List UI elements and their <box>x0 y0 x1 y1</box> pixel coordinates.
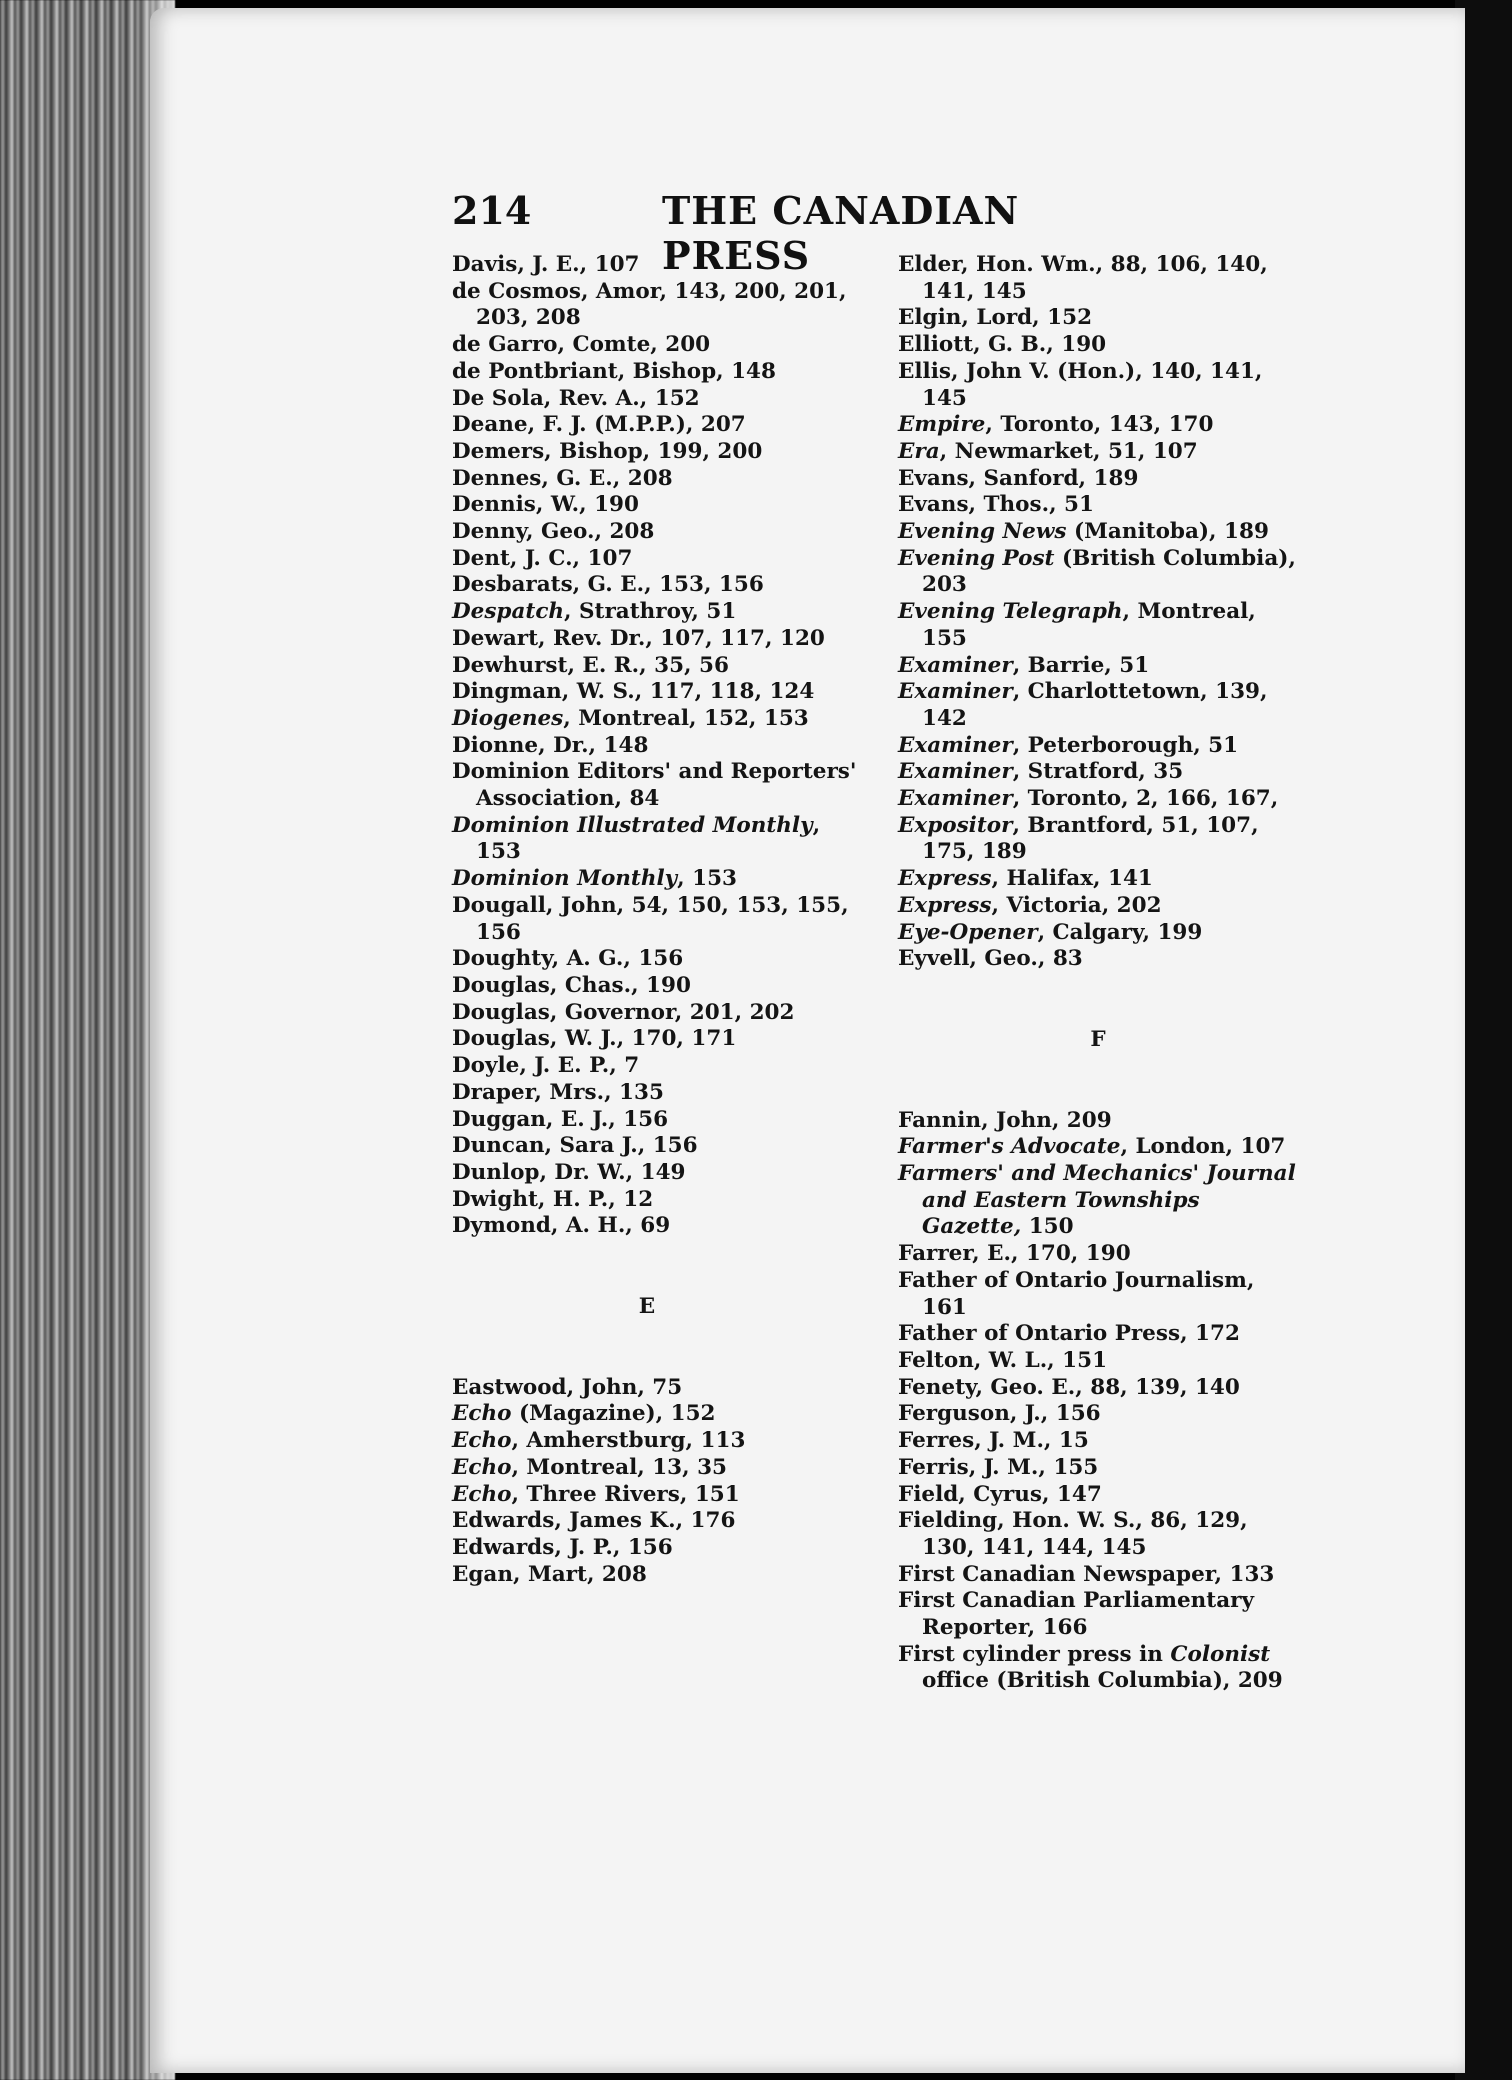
publication-title: Echo <box>452 1454 512 1480</box>
index-entry <box>452 546 872 573</box>
index-entry <box>452 359 872 386</box>
index-entry <box>452 1562 872 1589</box>
entry-text: Draper, Mrs., 135 <box>452 1079 664 1105</box>
index-entry <box>452 653 872 680</box>
publication-title: Evening News <box>898 519 1067 545</box>
index-entry <box>898 813 1298 866</box>
entry-text: de Pontbriant, Bishop, 148 <box>452 358 776 384</box>
entry-text: Douglas, Chas., 190 <box>452 972 691 998</box>
entry-text: Doyle, J. E. P., 7 <box>452 1053 640 1079</box>
index-entry <box>898 679 1298 732</box>
entry-text: , Peterborough, 51 <box>1012 732 1239 758</box>
entry-text: , Montreal, 155 <box>922 599 1256 651</box>
index-entry <box>452 1000 872 1027</box>
page-number: 214 <box>452 188 532 233</box>
entry-text: Doughty, A. G., 156 <box>452 946 684 972</box>
index-entry <box>452 1455 872 1482</box>
index-entry <box>452 706 872 733</box>
index-entry <box>898 653 1298 680</box>
index-entry <box>452 973 872 1000</box>
index-entry <box>452 332 872 359</box>
entry-text: Eyvell, Geo., 83 <box>898 946 1083 972</box>
running-title: THE CANADIAN PRESS <box>662 188 1020 278</box>
publication-title: Echo <box>452 1428 512 1454</box>
index-entry <box>452 492 872 519</box>
entry-text: , Stratford, 35 <box>1012 759 1184 785</box>
index-entry <box>898 519 1298 546</box>
index-entry <box>452 679 872 706</box>
index-entry <box>898 305 1298 332</box>
section-letter-heading: F <box>1090 1026 1106 1052</box>
entry-text: De Sola, Rev. A., 152 <box>452 385 700 411</box>
entry-text: Fenety, Geo. E., 88, 139, 140 <box>898 1374 1240 1400</box>
entry-text: Elgin, Lord, 152 <box>898 305 1093 331</box>
publication-title: Eye-Opener <box>898 919 1038 945</box>
publication-title: Evening Telegraph <box>898 599 1123 625</box>
entry-text: Deane, F. J. (M.P.P.), 207 <box>452 412 746 438</box>
publication-title: Diogenes <box>452 705 564 731</box>
index-entry <box>452 1026 872 1053</box>
section-letter-heading: E <box>638 1294 656 1320</box>
index-entry <box>898 492 1298 519</box>
index-entry <box>898 332 1298 359</box>
entry-text: Ferres, J. M., 15 <box>898 1428 1089 1454</box>
publication-title: Era <box>898 438 940 464</box>
index-entry <box>898 1642 1298 1695</box>
entry-text: First Canadian Newspaper, 133 <box>898 1561 1275 1587</box>
entry-text: Evans, Sanford, 189 <box>898 465 1139 491</box>
entry-text: Father of Ontario Journalism, 161 <box>898 1267 1255 1320</box>
entry-text: de Garro, Comte, 200 <box>452 332 711 358</box>
entry-text: (Manitoba), 189 <box>1066 519 1269 545</box>
index-entry <box>898 412 1298 439</box>
index-column-right <box>898 252 1298 1695</box>
index-entry <box>452 1482 872 1509</box>
entry-text: , Strathroy, 51 <box>564 599 737 625</box>
index-entry <box>452 1053 872 1080</box>
index-entry <box>898 1401 1298 1428</box>
publication-title: Farmers' and Mechanics' Journal and Eastern Townships Gazette, <box>898 1161 1296 1240</box>
entry-text: , London, 107 <box>1120 1134 1286 1160</box>
publication-title: Echo <box>452 1481 512 1507</box>
publication-title: Expositor <box>898 812 1013 838</box>
index-entry <box>898 786 1298 813</box>
publication-title: Farmer's Advocate <box>898 1134 1121 1160</box>
entry-text: , 153 <box>677 866 738 892</box>
entry-text: Dwight, H. P., 12 <box>452 1186 654 1212</box>
index-entry <box>452 813 872 866</box>
entry-text: Elder, Hon. Wm., 88, 106, 140, 141, 145 <box>898 252 1268 304</box>
index-entry <box>452 866 872 893</box>
entry-text: Fielding, Hon. W. S., 86, 129, 130, 141, 144, 145 <box>898 1508 1248 1560</box>
index-entry <box>452 1428 872 1455</box>
entry-text: , Calgary, 199 <box>1037 919 1203 945</box>
index-entry <box>898 1348 1298 1375</box>
entry-text: (Magazine), 152 <box>511 1401 716 1427</box>
index-entry <box>898 1375 1298 1402</box>
entry-text: Ferguson, J., 156 <box>898 1401 1101 1427</box>
entry-text: Evans, Thos., 51 <box>898 492 1094 518</box>
entry-text: Fannin, John, 209 <box>898 1107 1112 1133</box>
entry-text: Eastwood, John, 75 <box>452 1374 683 1400</box>
index-entry <box>452 439 872 466</box>
entry-text: , Toronto, 143, 170 <box>985 412 1214 438</box>
index-entry <box>898 1588 1298 1641</box>
index-entry <box>898 1241 1298 1268</box>
publication-title: Echo <box>452 1401 512 1427</box>
publication-title: Dominion Illustrated Monthly <box>452 812 813 838</box>
entry-text: Ferris, J. M., 155 <box>898 1454 1099 1480</box>
publication-title: Empire <box>898 412 986 438</box>
index-entry <box>452 519 872 546</box>
entry-text: Elliott, G. B., 190 <box>898 332 1107 358</box>
publication-title: Examiner <box>898 732 1013 758</box>
index-entry <box>452 1187 872 1214</box>
entry-text: Dominion Editors' and Reporters' Association, 84 <box>452 759 857 812</box>
entry-text: Demers, Bishop, 199, 200 <box>452 438 763 464</box>
index-entry <box>452 946 872 973</box>
entry-text: , Halifax, 141 <box>991 866 1153 892</box>
entry-text: Denny, Geo., 208 <box>452 519 655 545</box>
entry-text: Davis, J. E., 107 <box>452 252 640 277</box>
entry-text: , Three Rivers, 151 <box>511 1481 740 1507</box>
index-entry <box>898 1455 1298 1482</box>
index-column-left <box>452 252 872 1588</box>
index-entry <box>898 252 1298 305</box>
entry-text: Dunlop, Dr. W., 149 <box>452 1159 686 1185</box>
publication-title: Examiner <box>898 652 1013 678</box>
index-entry <box>452 572 872 599</box>
publication-title: Examiner <box>898 786 1013 812</box>
publication-title: Colonist <box>1170 1641 1271 1667</box>
entry-text: , Newmarket, 51, 107 <box>939 438 1198 464</box>
publication-title: Examiner <box>898 759 1013 785</box>
entry-text: Dymond, A. H., 69 <box>452 1213 671 1239</box>
index-entry <box>452 386 872 413</box>
publication-title: Evening Post <box>898 545 1055 571</box>
publication-title: Examiner <box>898 679 1013 705</box>
publication-title: Dominion Monthly <box>452 866 678 892</box>
index-entry <box>452 279 872 332</box>
index-entry <box>452 1535 872 1562</box>
entry-text: Duggan, E. J., 156 <box>452 1106 669 1132</box>
entry-text: de Cosmos, Amor, 143, 200, 201, 203, 208 <box>452 278 847 331</box>
index-entry <box>898 733 1298 760</box>
entry-text: Dewart, Rev. Dr., 107, 117, 120 <box>452 625 825 651</box>
index-entry <box>898 1268 1298 1321</box>
entry-text: Dennes, G. E., 208 <box>452 465 673 491</box>
index-entry <box>898 1134 1298 1161</box>
index-entry <box>452 599 872 626</box>
index-entry <box>898 466 1298 493</box>
entry-text: , Amherstburg, 113 <box>511 1428 746 1454</box>
entry-text: , Victoria, 202 <box>991 892 1162 918</box>
index-entry <box>452 626 872 653</box>
entry-text: Desbarats, G. E., 153, 156 <box>452 572 764 598</box>
index-entry <box>452 759 872 812</box>
entry-text: Field, Cyrus, 147 <box>898 1481 1102 1507</box>
index-entry <box>452 412 872 439</box>
entry-text: Dionne, Dr., 148 <box>452 732 649 758</box>
entry-text: 150 <box>1021 1214 1074 1240</box>
index-entry <box>452 1375 872 1402</box>
index-entry <box>452 1133 872 1160</box>
index-entry <box>452 733 872 760</box>
index-entry <box>898 359 1298 412</box>
index-entry <box>898 1482 1298 1509</box>
index-entry <box>898 1161 1298 1241</box>
index-entry <box>452 1080 872 1107</box>
index-entry <box>898 759 1298 786</box>
index-entry <box>898 866 1298 893</box>
index-entry <box>898 439 1298 466</box>
index-entry <box>898 1108 1298 1135</box>
index-entry <box>452 1213 872 1240</box>
entry-text: Duncan, Sara J., 156 <box>452 1133 698 1159</box>
entry-text: First Canadian Parliamentary Reporter, 166 <box>898 1588 1254 1641</box>
index-entry <box>452 1401 872 1428</box>
index-entry <box>898 1428 1298 1455</box>
index-entry <box>898 893 1298 920</box>
entry-text: , Barrie, 51 <box>1012 652 1150 678</box>
entry-text: Douglas, Governor, 201, 202 <box>452 999 795 1025</box>
entry-text: , Montreal, 152, 153 <box>563 705 809 731</box>
entry-text: Felton, W. L., 151 <box>898 1348 1108 1373</box>
index-entry <box>898 546 1298 599</box>
entry-text: Father of Ontario Press, 172 <box>898 1321 1240 1347</box>
entry-text: Douglas, W. J., 170, 171 <box>452 1026 737 1052</box>
index-entry <box>452 252 872 279</box>
index-entry <box>898 1321 1298 1348</box>
publication-title: Express <box>898 866 992 892</box>
entry-text: , Montreal, 13, 35 <box>511 1454 728 1480</box>
index-entry <box>898 920 1298 947</box>
entry-text: Dennis, W., 190 <box>452 492 639 518</box>
entry-text: Dougall, John, 54, 150, 153, 155, 156 <box>452 892 849 945</box>
entry-text: Egan, Mart, 208 <box>452 1561 647 1587</box>
entry-text: (British Columbia), 203 <box>922 545 1296 598</box>
entry-text: , Brantford, 51, 107, 175, 189 <box>922 812 1259 865</box>
entry-text: , 153 <box>476 812 821 865</box>
index-entry <box>452 1160 872 1187</box>
index-entry <box>898 599 1298 652</box>
index-entry <box>452 466 872 493</box>
entry-text: First cylinder press in <box>898 1641 1171 1667</box>
publication-title: Express <box>898 892 992 918</box>
entry-text: Edwards, James K., 176 <box>452 1508 736 1534</box>
index-entry <box>452 1508 872 1535</box>
index-entry <box>452 1107 872 1134</box>
entry-text: Dingman, W. S., 117, 118, 124 <box>452 679 815 705</box>
publication-title: Despatch <box>452 599 565 625</box>
entry-text: Dent, J. C., 107 <box>452 545 633 571</box>
index-entry <box>898 1562 1298 1589</box>
entry-text: , Toronto, 2, 166, 167, <box>1012 786 1279 812</box>
entry-text: Farrer, E., 170, 190 <box>898 1241 1131 1267</box>
entry-text: Dewhurst, E. R., 35, 56 <box>452 652 729 678</box>
index-entry <box>898 946 1298 973</box>
index-entry <box>898 1508 1298 1561</box>
entry-text: office (British Columbia), 209 <box>922 1668 1283 1694</box>
entry-text: , Charlottetown, 139, 142 <box>922 679 1268 731</box>
entry-text: Ellis, John V. (Hon.), 140, 141, 145 <box>898 358 1263 411</box>
book-page-edges <box>0 0 175 2080</box>
entry-text: Edwards, J. P., 156 <box>452 1534 673 1560</box>
index-entry <box>452 893 872 946</box>
